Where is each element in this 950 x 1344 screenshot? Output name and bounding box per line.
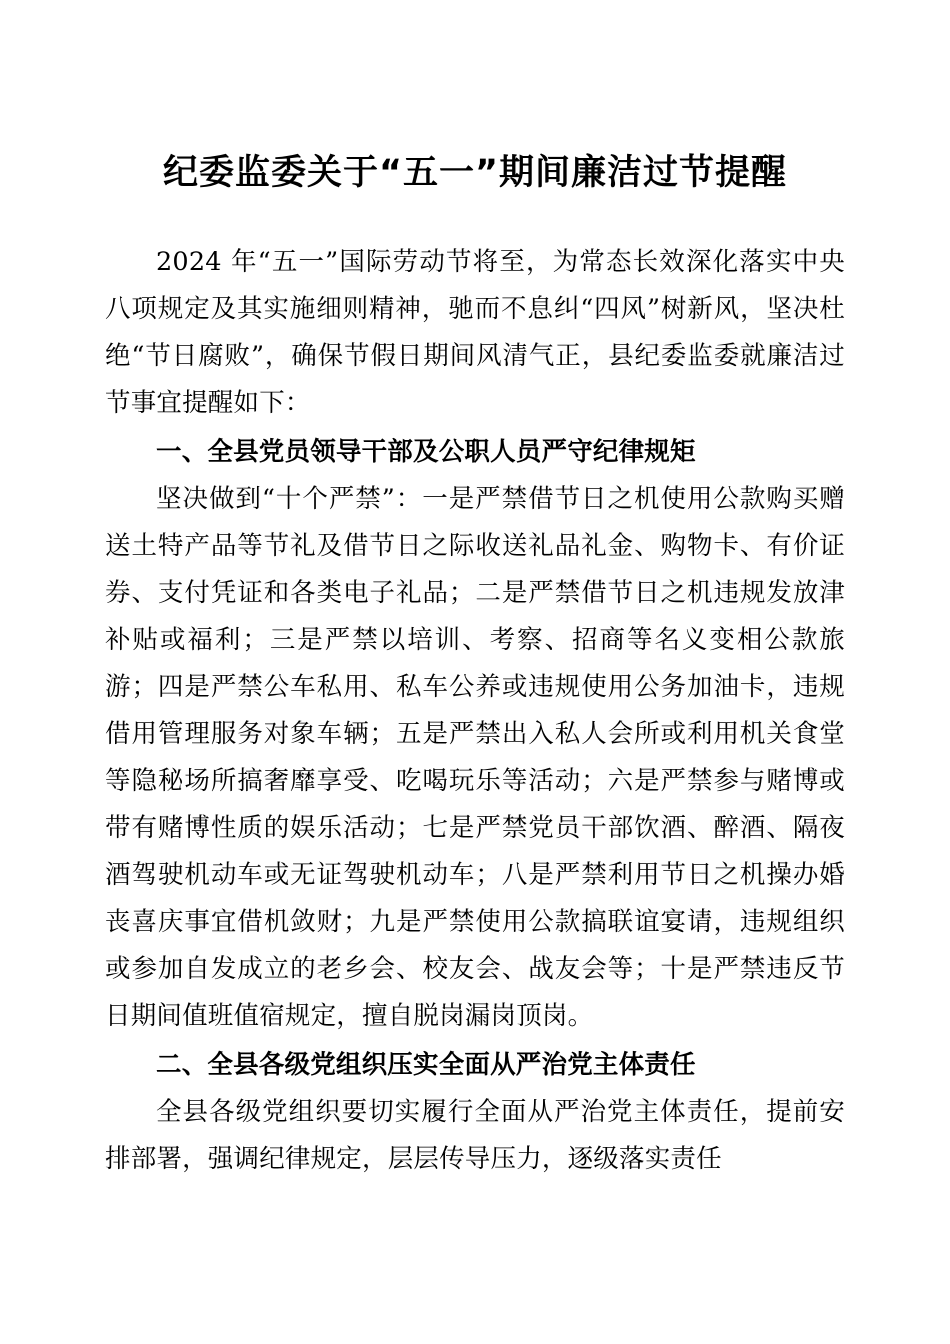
page-title: 纪委监委关于“五一”期间廉洁过节提醒 xyxy=(162,153,787,193)
paragraph-section-two-body: 全县各级党组织要切实履行全面从严治党主体责任，提前安排部署，强调纪律规定，层层传导压力，逐级落实责任 xyxy=(105,1097,845,1175)
section-heading-one: 一、全县党员领导干部及公职人员严守纪律规矩 xyxy=(156,437,696,468)
paragraph-section-one-body: 坚决做到“十个严禁”：一是严禁借节日之机使用公款购买赠送土特产品等节礼及借节日之际收送礼品礼金、购物卡、有价证券、支付凭证和各类电子礼品；二是严禁借节日之机违规发放津补贴或福利；三是严禁以培训、考察、招商等名义变相公款旅游；四是严禁公车私用、私车公养或违规使用公务加油卡，违规借用管理服务对象车辆；五是严禁出入私人会所或利用机关食堂等隐秘场所搞奢靡享受、吃喝玩乐等活动；六是严禁参与赌博或带有赌博性质的娱乐活动；七是严禁党员干部饮酒、醉酒、隔夜酒驾驶机动车或无证驾驶机动车；八是严禁利用节日之机操办婚丧喜庆事宜借机敛财；九是严禁使用公款搞联谊宴请，违规组织或参加自发成立的老乡会、校友会、战友会等；十是严禁违反节日期间值班值宿规定，擅自脱岗漏岗顶岗。 xyxy=(105,484,845,1032)
paragraph-intro: 2024 年“五一”国际劳动节将至，为常态长效深化落实中央八项规定及其实施细则精神，驰而不息纠“四风”树新风，坚决杜绝“节日腐败”，确保节假日期间风清气正，县纪委监委就廉洁过节事宜提醒如下： xyxy=(105,247,845,419)
section-heading-two: 二、全县各级党组织压实全面从严治党主体责任 xyxy=(156,1050,696,1081)
